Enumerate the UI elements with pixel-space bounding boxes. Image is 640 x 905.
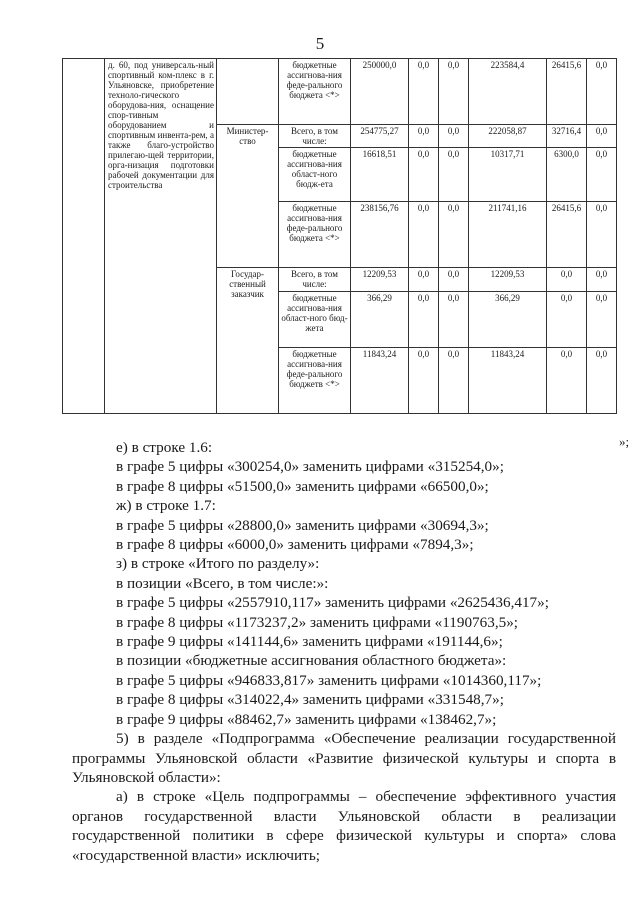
value-cell: 0,0 [409,348,439,414]
description-cell: д. 60, под универсаль-ный спортивный ком-плекс в г. Ульяновске, приобретение техноло-гического оборудова-ния, оснащение спор-тивным оборудованием и спортивным инвента-рем, а также благо-устройство прилегаю-щей территории, орга-низация подготовки рабочей документации для строительства [105,59,217,414]
text-line: в графе 8 цифры «314022,4» заменить цифрами «331548,7»; [116,691,504,709]
text-line: в графе 8 цифры «6000,0» заменить цифрами «7894,3»; [116,536,474,554]
value-cell: 0,0 [587,125,617,148]
table-row [63,59,617,125]
value-cell: 0,0 [409,148,439,202]
source-cell: бюджетные ассигнова-ния област-ного бюд-жета [279,292,351,348]
responsible-cell: Министер-ство [217,125,279,268]
total-cell: 16618,51 [351,148,409,202]
value-cell: 32716,4 [547,125,587,148]
value-cell: 0,0 [439,148,469,202]
value-cell: 0,0 [409,125,439,148]
value-cell: 0,0 [587,202,617,268]
text-line: в графе 8 цифры «1173237,2» заменить цифрами «1190763,5»; [116,613,519,631]
value-cell: 0,0 [587,148,617,202]
value-cell: 0,0 [439,292,469,348]
source-cell: бюджетные ассигнова-ния област-ного бюдж-ета [279,148,351,202]
text-line: в графе 5 цифры «300254,0» заменить цифрами «315254,0»; [116,458,504,476]
value-cell: 0,0 [587,268,617,292]
value-cell: 0,0 [587,348,617,414]
value-cell: 26415,6 [547,202,587,268]
value-cell: 0,0 [409,268,439,292]
total-cell: 254775,27 [351,125,409,148]
text-line: е) в строке 1.6: [116,439,213,456]
text-line: з) в строке «Итого по разделу»: [116,555,320,573]
value-cell: 10317,71 [469,148,547,202]
value-cell: 0,0 [439,348,469,414]
value-cell: 0,0 [547,268,587,292]
value-cell: 0,0 [439,202,469,268]
closing-quote: »; [619,434,630,449]
row-number-cell [63,59,105,414]
text-line: в позиции «Всего, в том числе:»: [116,574,329,592]
budget-table [62,58,617,414]
value-cell: 0,0 [409,202,439,268]
total-cell: 250000,0 [351,59,409,125]
value-cell: 0,0 [439,59,469,125]
text-line: в графе 5 цифры «2557910,117» заменить цифрами «2625436,417»; [116,594,549,612]
value-cell: 0,0 [547,348,587,414]
responsible-cell-empty [217,59,279,125]
text-line: в графе 9 цифры «88462,7» заменить цифрами «138462,7»; [116,710,497,728]
total-cell: 12209,53 [351,268,409,292]
text-line: в графе 8 цифры «51500,0» заменить цифрами «66500,0»; [116,477,489,495]
value-cell: 0,0 [439,268,469,292]
amendment-text [72,438,616,865]
value-cell: 0,0 [587,59,617,125]
value-cell: 11843,24 [469,348,547,414]
total-cell: 366,29 [351,292,409,348]
paragraph: 5) в разделе «Подпрограмма «Обеспечение реализации государственной программы Ульяновской области «Развитие физической культуры и спорта в Ульяновской области»: [72,730,616,786]
text-line: в графе 5 цифры «28800,0» заменить цифрами «30694,3»; [116,516,489,534]
source-cell: Всего, в том числе: [279,268,351,292]
value-cell: 12209,53 [469,268,547,292]
page-number: 5 [315,34,325,53]
text-line: ж) в строке 1.7: [116,497,216,515]
responsible-cell: Государ-ственный заказчик [217,268,279,414]
total-cell: 11843,24 [351,348,409,414]
source-cell: бюджетные ассигнова-ния феде-рального бюджета <*> [279,59,351,125]
value-cell: 0,0 [547,292,587,348]
value-cell: 6300,0 [547,148,587,202]
text-line: в графе 5 цифры «946833,817» заменить цифрами «1014360,117»; [116,671,542,689]
source-cell: Всего, в том числе: [279,125,351,148]
total-cell: 238156,76 [351,202,409,268]
source-cell: бюджетные ассигнова-ния феде-рального бюджета <*> [279,202,351,268]
source-cell: бюджетные ассигнова-ния феде-рального бюджетв <*> [279,348,351,414]
value-cell: 0,0 [587,292,617,348]
value-cell: 211741,16 [469,202,547,268]
value-cell: 222058,87 [469,125,547,148]
value-cell: 223584,4 [469,59,547,125]
paragraph: а) в строке «Цель подпрограммы – обеспечение эффективного участия органов государственной власти Ульяновской области в реализации государственной политики в сфере физической культуры и спорта» слова «государственной власти» исключить; [72,788,616,864]
value-cell: 0,0 [439,125,469,148]
text-line: в позиции «бюджетные ассигнования областного бюджета»: [116,652,507,670]
value-cell: 26415,6 [547,59,587,125]
value-cell: 0,0 [409,292,439,348]
text-line: в графе 9 цифры «141144,6» заменить цифрами «191144,6»; [116,633,503,651]
value-cell: 366,29 [469,292,547,348]
value-cell: 0,0 [409,59,439,125]
